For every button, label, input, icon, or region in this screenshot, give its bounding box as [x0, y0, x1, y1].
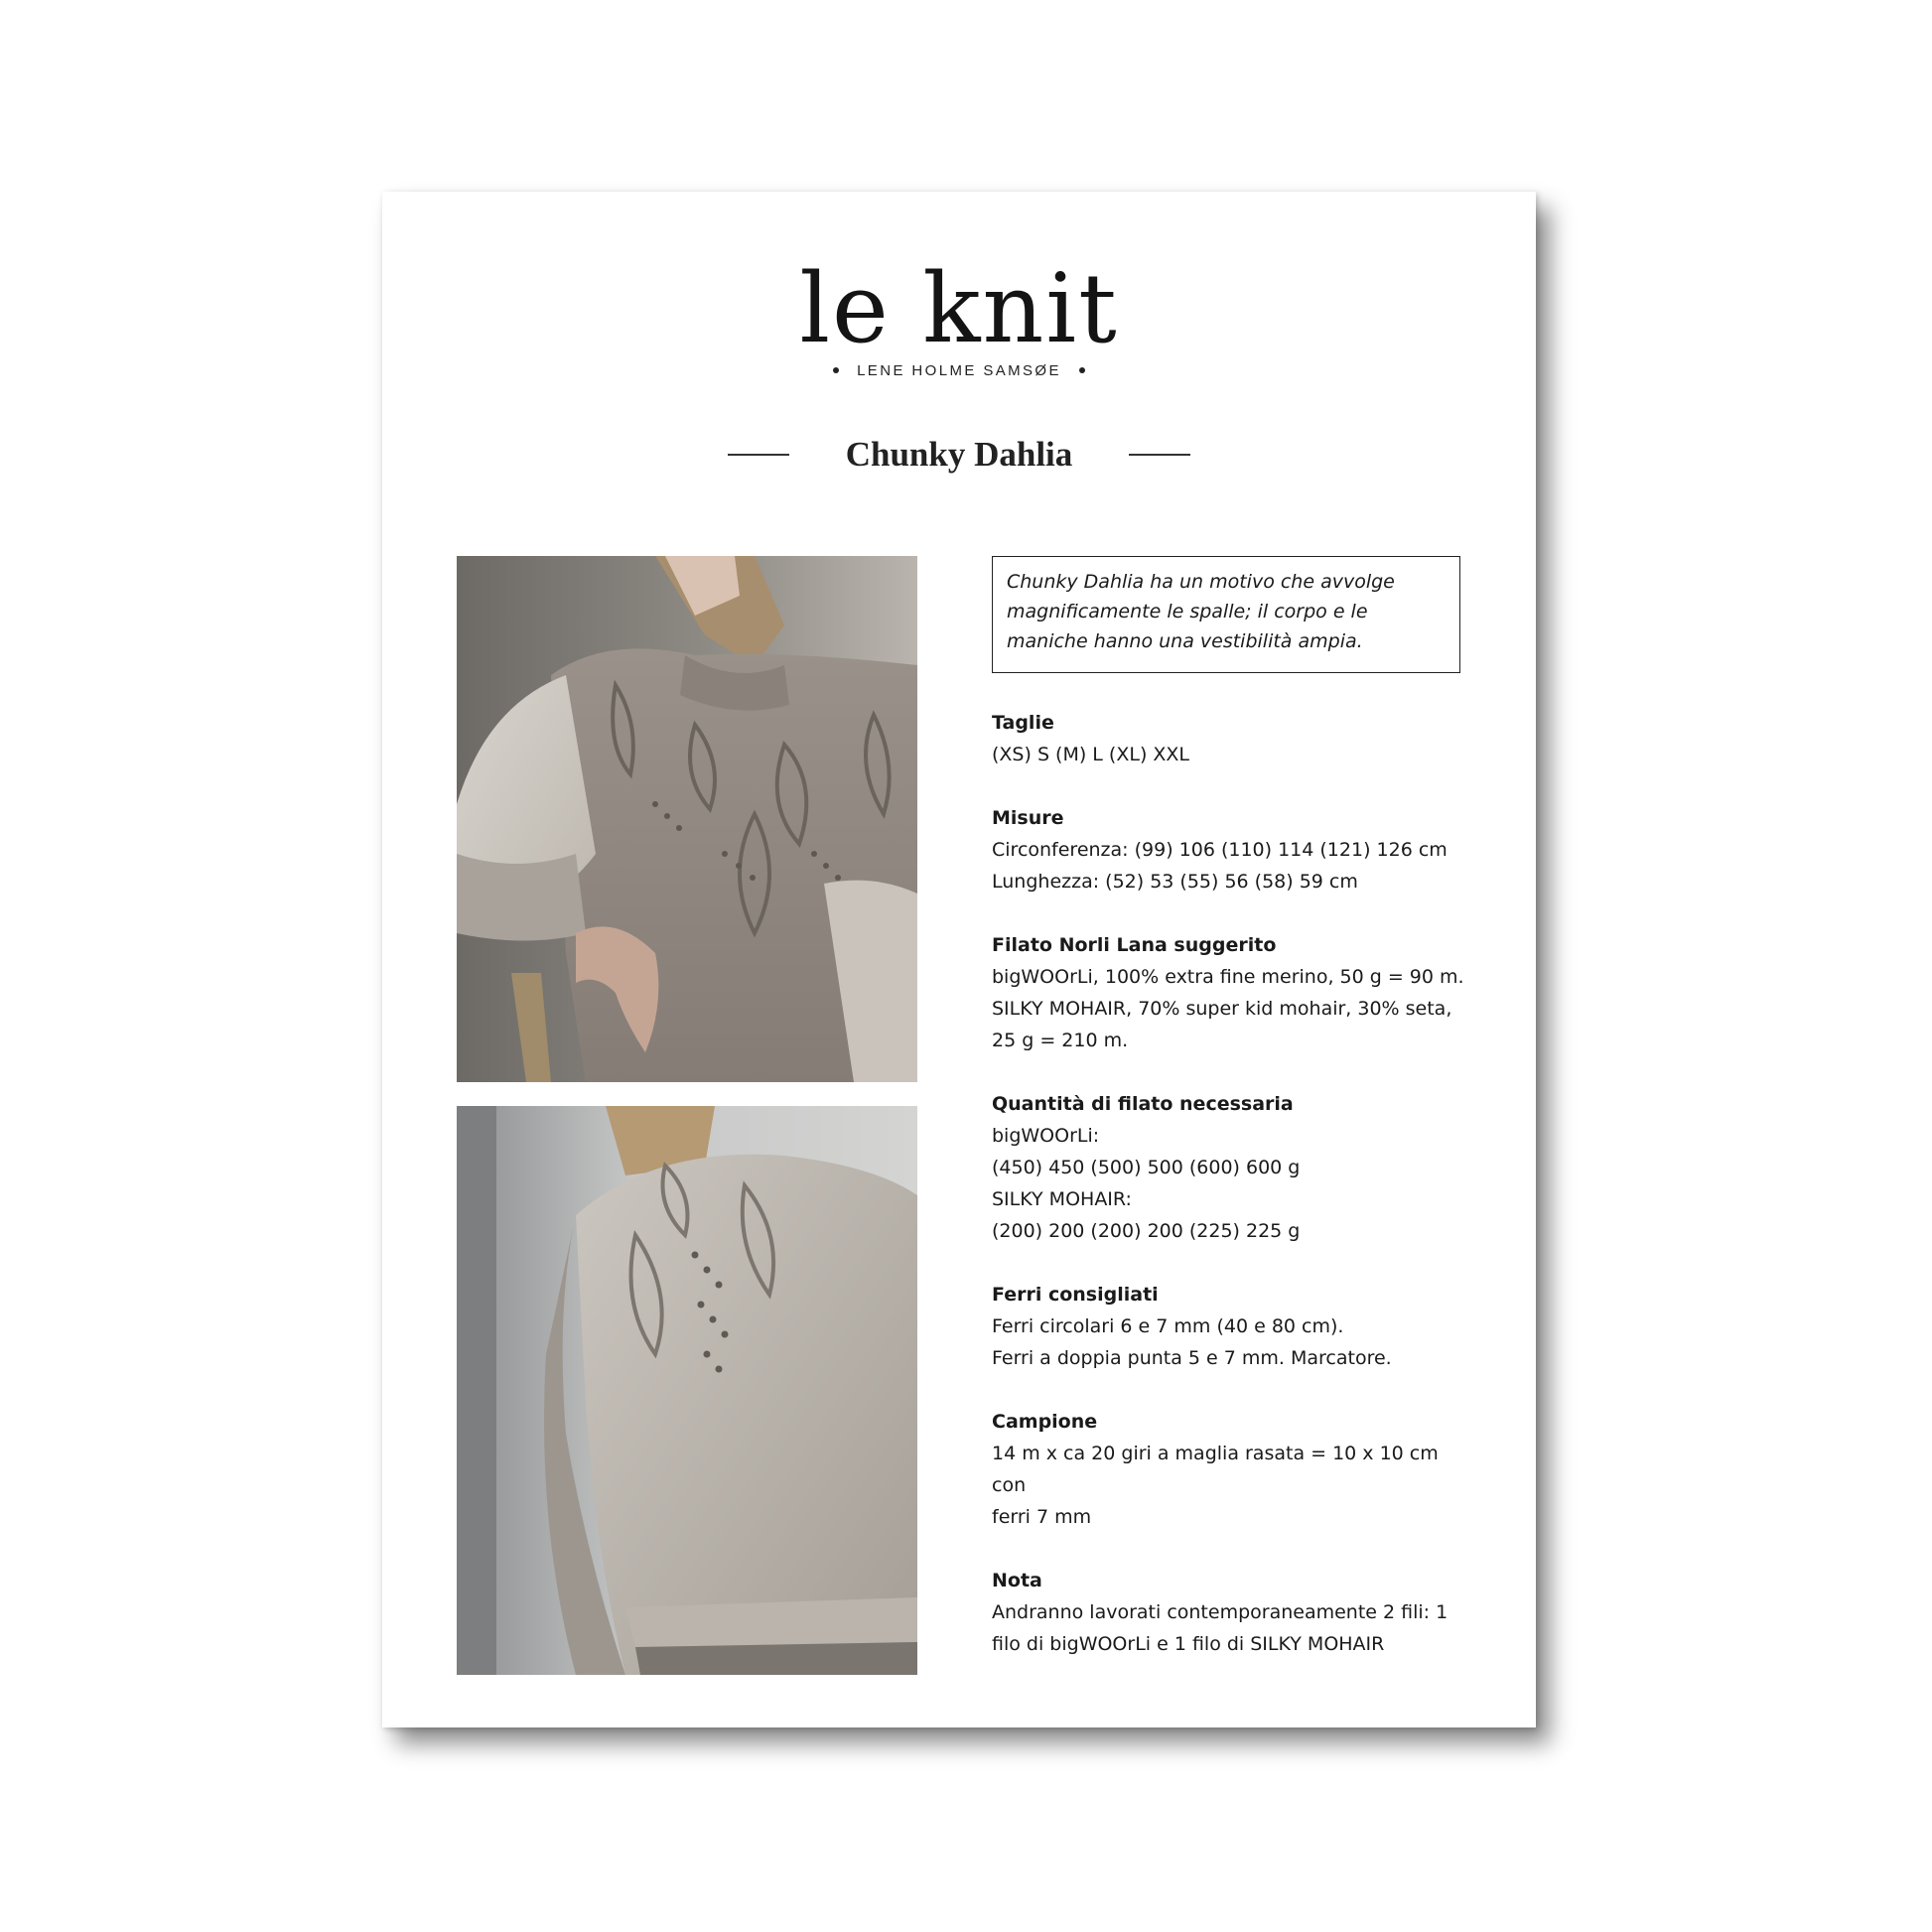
spec-line: filo di bigWOOrLi e 1 filo di SILKY MOHAIR [992, 1633, 1385, 1655]
spec-line: Circonferenza: (99) 106 (110) 114 (121) 126 cm [992, 839, 1448, 861]
spec-line: Ferri circolari 6 e 7 mm (40 e 80 cm). [992, 1315, 1344, 1337]
spec-line: Ferri a doppia punta 5 e 7 mm. Marcatore. [992, 1347, 1392, 1369]
title-row [382, 435, 1536, 475]
spec-line: Andranno lavorati contemporaneamente 2 fili: 1 [992, 1601, 1449, 1623]
spec-line: bigWOOrLi: [992, 1125, 1100, 1147]
spec-sizes [992, 707, 1468, 770]
title-rule-right [1129, 454, 1190, 456]
sweater-front-photo [457, 556, 917, 1082]
spec-line: 25 g = 210 m. [992, 1030, 1129, 1051]
spec-line: SILKY MOHAIR, 70% super kid mohair, 30% seta, [992, 998, 1452, 1020]
spec-line: SILKY MOHAIR: [992, 1188, 1132, 1210]
pattern-sheet [382, 192, 1536, 1727]
spec-heading: Ferri consigliati [992, 1284, 1159, 1306]
spec-needles [992, 1279, 1468, 1374]
spec-line: (XS) S (M) L (XL) XXL [992, 744, 1190, 765]
spec-heading: Misure [992, 807, 1064, 829]
title-rule-left [728, 454, 789, 456]
spec-heading: Taglie [992, 712, 1054, 734]
brand-logo: le knit [799, 253, 1119, 364]
spec-heading: Filato Norli Lana suggerito [992, 934, 1277, 956]
spec-line: Lunghezza: (52) 53 (55) 56 (58) 59 cm [992, 871, 1358, 893]
spec-list [992, 707, 1468, 1692]
bullet-right-icon [1079, 367, 1085, 373]
spec-line: bigWOOrLi, 100% extra fine merino, 50 g = 90 m. [992, 966, 1464, 988]
intro-box: Chunky Dahlia ha un motivo che avvolge magnificamente le spalle; il corpo e le maniche hanno una vestibilità ampia. [992, 556, 1460, 673]
designer-name [382, 362, 1536, 379]
spec-gauge [992, 1406, 1468, 1533]
spec-line: ferri 7 mm [992, 1506, 1092, 1528]
bullet-left-icon [833, 367, 839, 373]
pattern-title: Chunky Dahlia [845, 435, 1073, 474]
spec-heading: Nota [992, 1570, 1042, 1591]
designer-label: LENE HOLME SAMSØE [857, 362, 1061, 379]
spec-heading: Campione [992, 1411, 1098, 1433]
spec-note [992, 1565, 1468, 1660]
sweater-back-photo [457, 1106, 917, 1675]
spec-yarn [992, 929, 1468, 1056]
spec-measurements [992, 802, 1468, 897]
spec-line: 14 m x ca 20 giri a maglia rasata = 10 x 10 cm con [992, 1443, 1439, 1496]
spec-heading: Quantità di filato necessaria [992, 1093, 1294, 1115]
spec-yarn-quantity [992, 1088, 1468, 1247]
spec-line: (450) 450 (500) 500 (600) 600 g [992, 1157, 1301, 1178]
spec-line: (200) 200 (200) 200 (225) 225 g [992, 1220, 1301, 1242]
